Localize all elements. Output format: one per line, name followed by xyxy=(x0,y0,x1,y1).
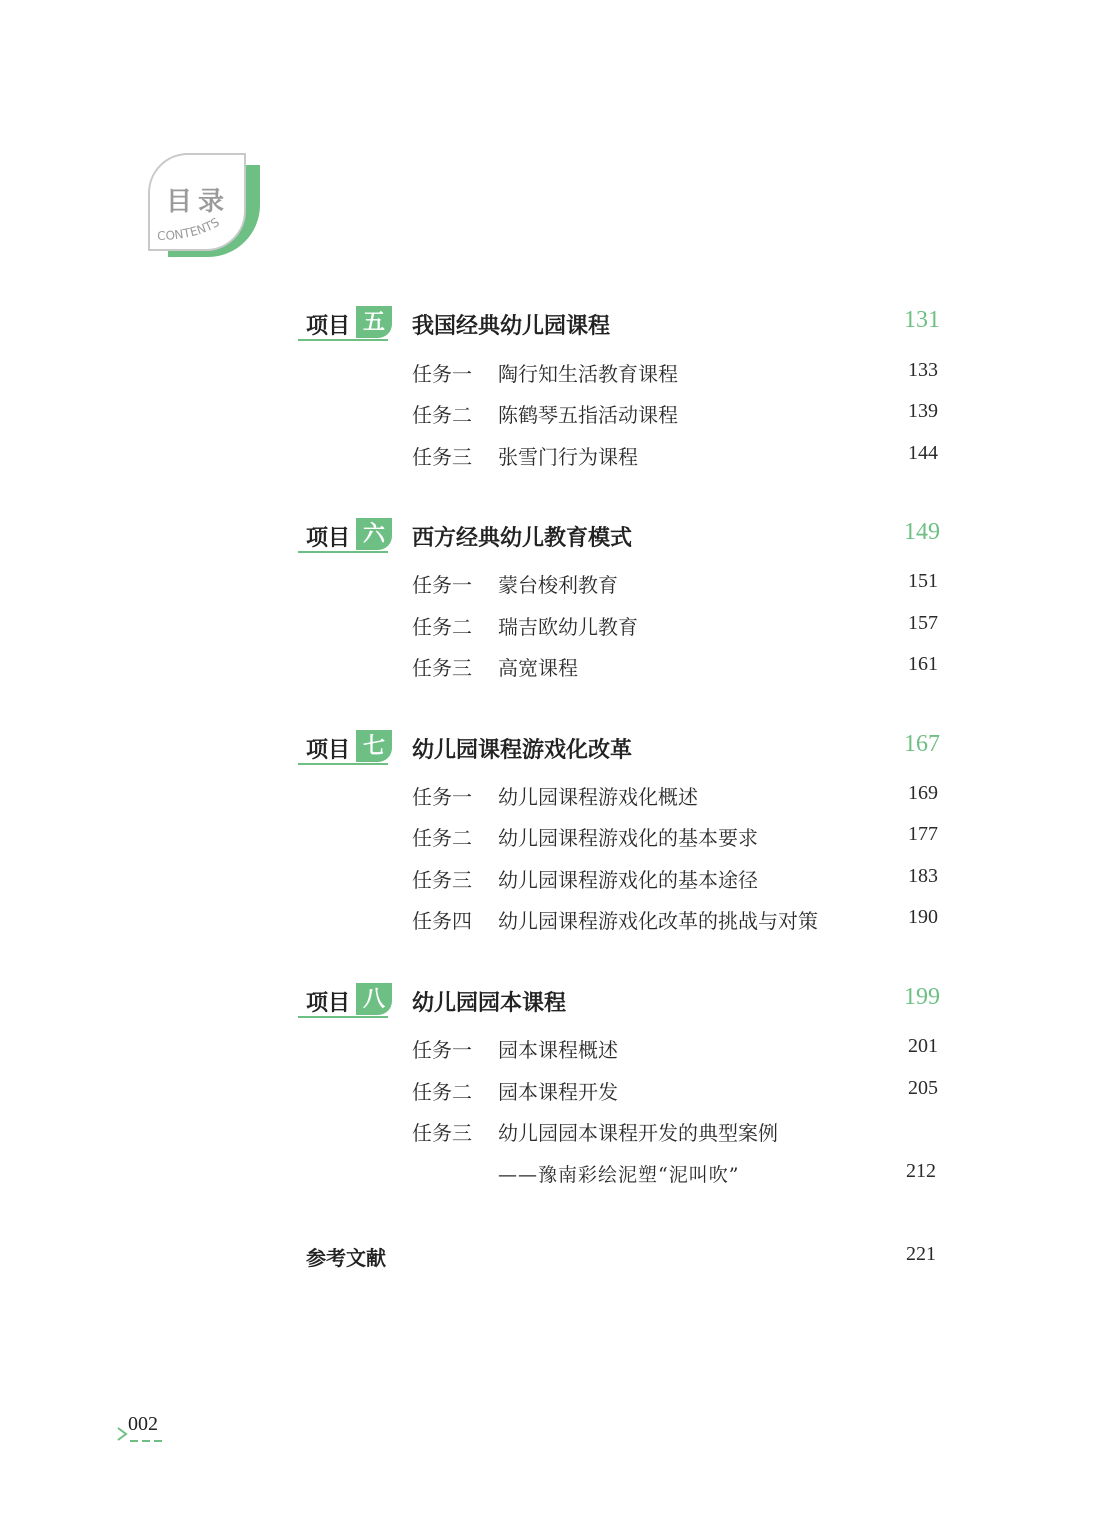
task-label: 任务三 xyxy=(412,1121,472,1145)
task-entry[interactable] xyxy=(412,905,942,937)
task-entry[interactable] xyxy=(412,1076,942,1108)
task-label: 任务二 xyxy=(412,826,472,850)
project-page: 199 xyxy=(904,984,940,1010)
task-label: 任务四 xyxy=(412,909,472,933)
project-title: 幼儿园园本课程 xyxy=(412,990,567,1016)
task-title: 幼儿园课程游戏化概述 xyxy=(498,785,698,809)
task-entry[interactable] xyxy=(412,864,942,896)
task-subtitle: ——豫南彩绘泥塑“泥叫吹” xyxy=(498,1164,740,1186)
project-underline xyxy=(298,551,388,553)
task-page: 139 xyxy=(908,400,938,422)
project-number-badge: 八 xyxy=(356,983,392,1015)
project-title: 我国经典幼儿园课程 xyxy=(412,313,611,339)
task-entry[interactable] xyxy=(412,399,942,431)
task-label: 任务一 xyxy=(412,362,472,386)
project-entry[interactable] xyxy=(298,980,958,1020)
task-label: 任务二 xyxy=(412,1080,472,1104)
task-label: 任务一 xyxy=(412,573,472,597)
task-title: 幼儿园课程游戏化改革的挑战与对策 xyxy=(498,909,818,933)
task-entry[interactable] xyxy=(412,1117,942,1149)
task-entry[interactable] xyxy=(412,781,942,813)
task-title: 园本课程开发 xyxy=(498,1080,618,1104)
task-entry[interactable] xyxy=(412,822,942,854)
task-title: 园本课程概述 xyxy=(498,1038,618,1062)
task-page: 190 xyxy=(908,906,938,928)
task-title: 陈鹤琴五指活动课程 xyxy=(498,403,678,427)
project-entry[interactable] xyxy=(298,727,958,767)
task-page: 201 xyxy=(908,1035,938,1057)
contents-logo-subtitle-text: CONTENTS xyxy=(156,215,222,244)
task-page: 157 xyxy=(908,612,938,634)
task-entry[interactable] xyxy=(412,358,942,390)
task-page: 169 xyxy=(908,782,938,804)
task-entry[interactable] xyxy=(412,611,942,643)
task-entry[interactable] xyxy=(412,441,942,473)
project-number-badge: 五 xyxy=(356,306,392,338)
task-entry[interactable] xyxy=(412,1034,942,1066)
svg-text:CONTENTS xyxy=(157,215,222,243)
task-label: 任务三 xyxy=(412,868,472,892)
task-label: 任务三 xyxy=(412,656,472,680)
task-page: 183 xyxy=(908,865,938,887)
page-number: 002 xyxy=(128,1413,158,1435)
task-title: 蒙台梭利教育 xyxy=(498,573,618,597)
task-title: 幼儿园课程游戏化的基本途径 xyxy=(498,868,758,892)
task-title: 张雪门行为课程 xyxy=(498,445,638,469)
contents-logo-subtitle xyxy=(155,200,247,250)
project-underline xyxy=(298,339,388,341)
task-label: 任务二 xyxy=(412,403,472,427)
task-label: 任务一 xyxy=(412,785,472,809)
task-page: 177 xyxy=(908,823,938,845)
project-title: 幼儿园课程游戏化改革 xyxy=(412,737,633,763)
project-entry[interactable] xyxy=(298,303,958,343)
task-page: 151 xyxy=(908,570,938,592)
project-number-badge: 六 xyxy=(356,518,392,550)
references-page: 221 xyxy=(906,1243,936,1265)
project-entry[interactable] xyxy=(298,515,958,555)
task-title: 瑞吉欧幼儿教育 xyxy=(498,615,638,639)
project-title: 西方经典幼儿教育模式 xyxy=(412,525,633,551)
project-underline xyxy=(298,1016,388,1018)
task-page: 133 xyxy=(908,359,938,381)
references-title[interactable]: 参考文献 xyxy=(306,1246,386,1270)
project-label: 项目 xyxy=(306,737,351,763)
task-label: 任务一 xyxy=(412,1038,472,1062)
task-entry[interactable] xyxy=(412,652,942,684)
task-label: 任务三 xyxy=(412,445,472,469)
project-page: 131 xyxy=(904,307,940,333)
contents-logo-title: 目录 xyxy=(166,187,231,217)
project-page: 149 xyxy=(904,519,940,545)
task-entry[interactable] xyxy=(412,569,942,601)
task-title: 幼儿园园本课程开发的典型案例 xyxy=(498,1121,778,1145)
task-subtitle-page: 212 xyxy=(906,1160,936,1182)
task-title: 高宽课程 xyxy=(498,656,578,680)
task-page: 205 xyxy=(908,1077,938,1099)
task-page: 144 xyxy=(908,442,938,464)
task-title: 陶行知生活教育课程 xyxy=(498,362,678,386)
project-number-badge: 七 xyxy=(356,730,392,762)
task-page: 161 xyxy=(908,653,938,675)
project-underline xyxy=(298,763,388,765)
project-label: 项目 xyxy=(306,990,351,1016)
task-title: 幼儿园课程游戏化的基本要求 xyxy=(498,826,758,850)
project-label: 项目 xyxy=(306,525,351,551)
project-page: 167 xyxy=(904,731,940,757)
task-label: 任务二 xyxy=(412,615,472,639)
project-label: 项目 xyxy=(306,313,351,339)
